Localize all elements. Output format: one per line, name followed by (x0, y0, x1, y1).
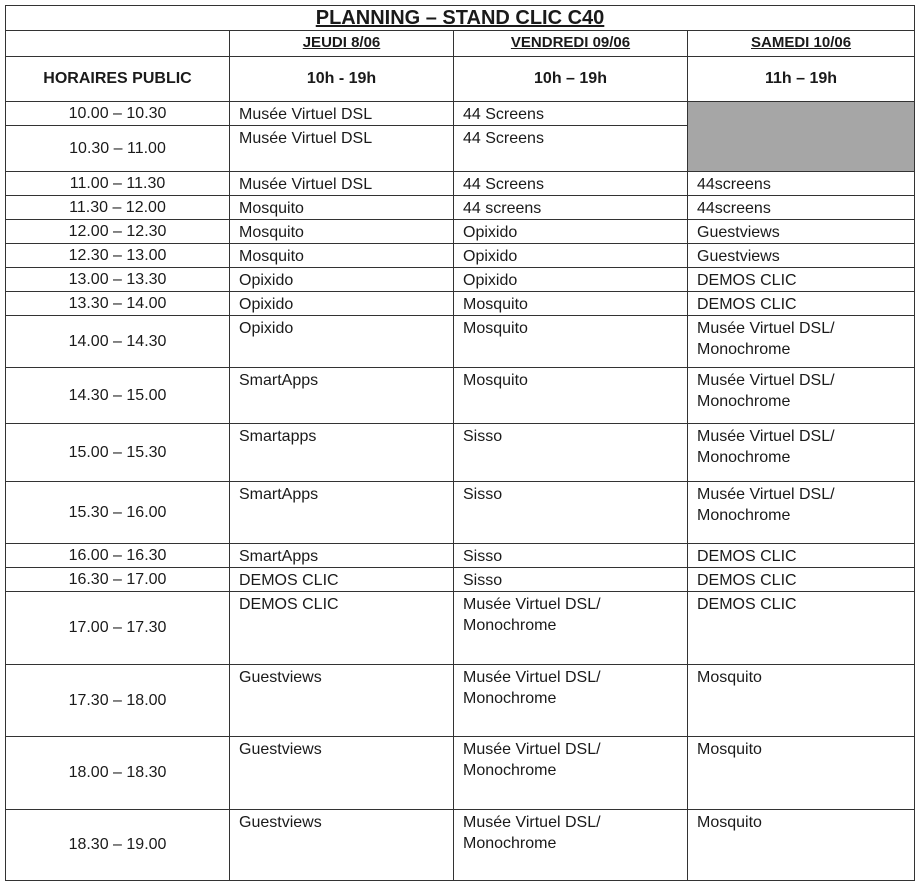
time-slot: 16.30 – 17.00 (6, 568, 230, 592)
activity-cell-vendredi: Mosquito (454, 316, 688, 368)
activity-cell-jeudi: SmartApps (230, 368, 454, 424)
time-slot: 14.00 – 14.30 (6, 316, 230, 368)
activity-cell-jeudi: SmartApps (230, 544, 454, 568)
day-header-samedi: SAMEDI 10/06 (688, 31, 915, 57)
activity-cell-jeudi: Musée Virtuel DSL (230, 126, 454, 172)
table-row (6, 196, 915, 220)
activity-cell-jeudi: Musée Virtuel DSL (230, 102, 454, 126)
activity-cell-vendredi: 44 screens (454, 196, 688, 220)
activity-cell-jeudi: Mosquito (230, 244, 454, 268)
table-row (6, 592, 915, 665)
activity-cell-jeudi: Mosquito (230, 196, 454, 220)
activity-cell-samedi: Mosquito (688, 810, 915, 881)
activity-cell-vendredi: 44 Screens (454, 172, 688, 196)
time-slot: 15.30 – 16.00 (6, 482, 230, 544)
activity-cell-jeudi: Guestviews (230, 665, 454, 737)
activity-cell-samedi: DEMOS CLIC (688, 544, 915, 568)
table-row (6, 268, 915, 292)
time-slot: 17.30 – 18.00 (6, 665, 230, 737)
activity-cell-jeudi: Mosquito (230, 220, 454, 244)
time-slot: 11.30 – 12.00 (6, 196, 230, 220)
planning-table (5, 5, 915, 881)
hours-label: HORAIRES PUBLIC (6, 57, 230, 102)
activity-cell-vendredi: Musée Virtuel DSL/ Monochrome (454, 810, 688, 881)
table-row (6, 482, 915, 544)
table-row (6, 424, 915, 482)
time-slot: 10.00 – 10.30 (6, 102, 230, 126)
time-slot: 12.00 – 12.30 (6, 220, 230, 244)
table-row (6, 102, 915, 126)
hours-samedi: 11h – 19h (688, 57, 915, 102)
time-slot: 11.00 – 11.30 (6, 172, 230, 196)
activity-cell-samedi: DEMOS CLIC (688, 268, 915, 292)
activity-cell-jeudi: Guestviews (230, 810, 454, 881)
activity-cell-jeudi: DEMOS CLIC (230, 568, 454, 592)
time-slot: 15.00 – 15.30 (6, 424, 230, 482)
activity-cell-vendredi: Musée Virtuel DSL/ Monochrome (454, 592, 688, 665)
activity-cell-samedi: Musée Virtuel DSL/ Monochrome (688, 482, 915, 544)
table-row (6, 292, 915, 316)
table-row (6, 316, 915, 368)
activity-cell-samedi: Guestviews (688, 244, 915, 268)
time-slot: 13.00 – 13.30 (6, 268, 230, 292)
activity-cell-vendredi: 44 Screens (454, 126, 688, 172)
schedule-body (6, 102, 915, 881)
activity-cell-vendredi: Sisso (454, 544, 688, 568)
activity-cell-samedi: 44screens (688, 172, 915, 196)
activity-cell-vendredi: Sisso (454, 424, 688, 482)
activity-cell-jeudi: Musée Virtuel DSL (230, 172, 454, 196)
activity-cell-samedi: DEMOS CLIC (688, 292, 915, 316)
time-slot: 16.00 – 16.30 (6, 544, 230, 568)
table-row (6, 665, 915, 737)
activity-cell-vendredi: 44 Screens (454, 102, 688, 126)
time-slot: 10.30 – 11.00 (6, 126, 230, 172)
activity-cell-vendredi: Opixido (454, 268, 688, 292)
hours-vendredi: 10h – 19h (454, 57, 688, 102)
table-row (6, 220, 915, 244)
table-row (6, 172, 915, 196)
time-slot: 18.00 – 18.30 (6, 737, 230, 810)
activity-cell-jeudi: Guestviews (230, 737, 454, 810)
activity-cell-samedi: Musée Virtuel DSL/ Monochrome (688, 424, 915, 482)
activity-cell-jeudi: SmartApps (230, 482, 454, 544)
activity-cell-jeudi: Opixido (230, 292, 454, 316)
activity-cell-samedi: 44screens (688, 196, 915, 220)
page-title: PLANNING – STAND CLIC C40 (6, 6, 915, 31)
activity-cell-samedi: DEMOS CLIC (688, 568, 915, 592)
closed-slot-cell (688, 102, 915, 172)
activity-cell-samedi: Guestviews (688, 220, 915, 244)
day-header-jeudi: JEUDI 8/06 (230, 31, 454, 57)
table-row (6, 737, 915, 810)
table-row (6, 244, 915, 268)
table-row (6, 810, 915, 881)
corner-blank-cell (6, 31, 230, 57)
activity-cell-vendredi: Musée Virtuel DSL/ Monochrome (454, 665, 688, 737)
activity-cell-samedi: Musée Virtuel DSL/ Monochrome (688, 316, 915, 368)
activity-cell-samedi: Mosquito (688, 737, 915, 810)
activity-cell-vendredi: Musée Virtuel DSL/ Monochrome (454, 737, 688, 810)
activity-cell-vendredi: Mosquito (454, 292, 688, 316)
activity-cell-jeudi: Opixido (230, 316, 454, 368)
activity-cell-vendredi: Opixido (454, 244, 688, 268)
table-row (6, 544, 915, 568)
activity-cell-jeudi: DEMOS CLIC (230, 592, 454, 665)
activity-cell-vendredi: Sisso (454, 568, 688, 592)
day-header-vendredi: VENDREDI 09/06 (454, 31, 688, 57)
activity-cell-vendredi: Mosquito (454, 368, 688, 424)
activity-cell-samedi: Musée Virtuel DSL/ Monochrome (688, 368, 915, 424)
activity-cell-jeudi: Opixido (230, 268, 454, 292)
time-slot: 13.30 – 14.00 (6, 292, 230, 316)
activity-cell-samedi: Mosquito (688, 665, 915, 737)
activity-cell-vendredi: Opixido (454, 220, 688, 244)
table-row (6, 568, 915, 592)
table-row (6, 368, 915, 424)
time-slot: 14.30 – 15.00 (6, 368, 230, 424)
activity-cell-vendredi: Sisso (454, 482, 688, 544)
hours-jeudi: 10h - 19h (230, 57, 454, 102)
time-slot: 17.00 – 17.30 (6, 592, 230, 665)
time-slot: 18.30 – 19.00 (6, 810, 230, 881)
time-slot: 12.30 – 13.00 (6, 244, 230, 268)
activity-cell-jeudi: Smartapps (230, 424, 454, 482)
activity-cell-samedi: DEMOS CLIC (688, 592, 915, 665)
